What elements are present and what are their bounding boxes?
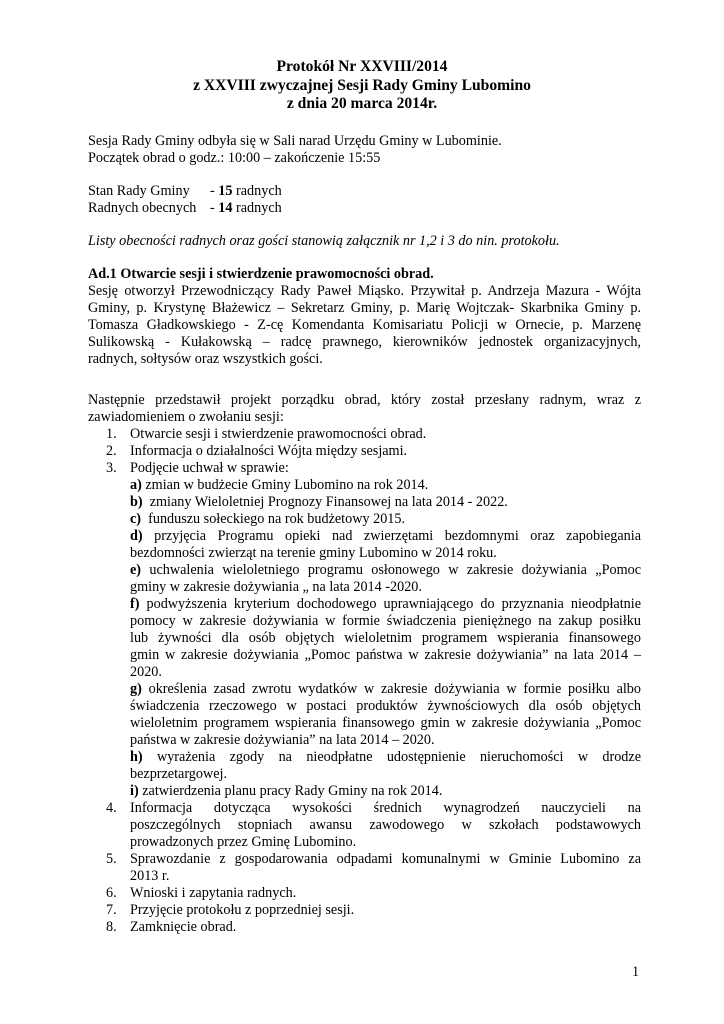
resolution-text: uchwalenia wieloletniego programu osłonowego w zakresie dożywiania „Pomoc bbox=[149, 562, 641, 578]
resolution-h bbox=[130, 749, 641, 783]
council-total-count: 15 bbox=[218, 183, 233, 199]
council-total-label: Stan Rady Gminy bbox=[88, 183, 190, 199]
section-1-line: radnych, sołtysów oraz wszystkich gości. bbox=[88, 351, 323, 367]
council-present-label: Radnych obecnych bbox=[88, 200, 197, 216]
resolution-text: gminy w zakresie dożywiania „ na lata 2014 -2020. bbox=[130, 579, 422, 595]
resolution-text: funduszu sołeckiego na rok budżetowy 2015. bbox=[148, 511, 406, 527]
agenda-item-number: 7. bbox=[106, 902, 117, 918]
resolution-text: bezdomności zwierząt na terenie gminy Lubomino w 2014 roku. bbox=[130, 545, 497, 561]
agenda-item-text: Przyjęcie protokołu z poprzedniej sesji. bbox=[130, 902, 355, 918]
resolution-sublist bbox=[130, 477, 641, 800]
resolution-i bbox=[130, 783, 641, 800]
agenda-item-number: 4. bbox=[106, 800, 117, 816]
council-present-dash: - bbox=[210, 200, 219, 216]
council-present-row bbox=[88, 200, 641, 217]
document-title-block bbox=[0, 58, 724, 114]
agenda-item-8 bbox=[88, 919, 641, 936]
resolution-e bbox=[130, 562, 641, 596]
agenda-item-7 bbox=[88, 902, 641, 919]
resolution-text: pomocy w zakresie dożywiania w formie świadczenia pieniężnego na zakup posiłku bbox=[130, 613, 641, 629]
resolution-label: i) bbox=[130, 783, 139, 799]
agenda-item-number: 2. bbox=[106, 443, 117, 459]
resolution-text: 2020. bbox=[130, 664, 162, 680]
agenda-item-5 bbox=[88, 851, 641, 885]
agenda-item-number: 3. bbox=[106, 460, 117, 476]
agenda-list bbox=[88, 426, 641, 936]
resolution-label: b) bbox=[130, 494, 143, 510]
resolution-d bbox=[130, 528, 641, 562]
resolution-text: bezprzetargowej. bbox=[130, 766, 228, 782]
agenda-item-number: 1. bbox=[106, 426, 117, 442]
document-date: z dnia 20 marca 2014r. bbox=[286, 95, 438, 112]
resolution-g bbox=[130, 681, 641, 749]
resolution-text: zmian w budżecie Gminy Lubomino na rok 2014. bbox=[145, 477, 429, 493]
intro-paragraph bbox=[88, 133, 641, 167]
council-total-unit: radnych bbox=[232, 183, 282, 199]
section-1-heading: Ad.1 Otwarcie sesji i stwierdzenie prawomocności obrad. bbox=[88, 266, 434, 282]
attendance-note: Listy obecności radnych oraz gości stanowią załącznik nr 1,2 i 3 do nin. protokołu. bbox=[88, 233, 560, 249]
agenda-intro-line: Następnie przedstawił projekt porządku obrad, który został przesłany radnym, wraz z bbox=[88, 392, 641, 408]
section-1-line: Sesję otworzył Przewodniczący Rady Paweł Miąsko. Przywitał p. Andrzeja Mazura - Wójta bbox=[88, 283, 641, 299]
agenda-item-1 bbox=[88, 426, 641, 443]
resolution-c bbox=[130, 511, 641, 528]
resolution-b bbox=[130, 494, 641, 511]
resolution-a bbox=[130, 477, 641, 494]
resolution-label: d) bbox=[130, 528, 143, 544]
agenda-intro-line: zawiadomieniem o zwołaniu sesji: bbox=[88, 409, 284, 425]
resolution-text: podwyższenia kryterium dochodowego uprawniającego do przyznania nieodpłatnie bbox=[146, 596, 641, 612]
resolution-text: wyrażenia zgody na nieodpłatne udostępnienie nieruchomości w drodze bbox=[156, 749, 641, 765]
agenda-item-2 bbox=[88, 443, 641, 460]
section-1 bbox=[88, 266, 641, 368]
council-total-row bbox=[88, 183, 641, 200]
agenda-item-text: prowadzonych przez Gminę Lubomino. bbox=[130, 834, 357, 850]
agenda-item-3 bbox=[88, 460, 641, 800]
agenda-item-4 bbox=[88, 800, 641, 851]
section-1-line: Sulikowską - Kułakowską – radcę prawnego, kierowników jednostek organizacyjnych, bbox=[88, 334, 641, 350]
page-number: 1 bbox=[632, 964, 640, 980]
resolution-text: określenia zasad zwrotu wydatków w zakresie dożywiania w formie posiłku albo bbox=[148, 681, 641, 697]
agenda-item-text: Podjęcie uchwał w sprawie: bbox=[130, 460, 289, 476]
agenda-item-text: Zamknięcie obrad. bbox=[130, 919, 237, 935]
agenda-item-text: 2013 r. bbox=[130, 868, 170, 884]
agenda-item-text: Sprawozdanie z gospodarowania odpadami komunalnymi w Gminie Lubomino za bbox=[130, 851, 641, 867]
resolution-text: gmin w zakresie dożywiania „Pomoc państwa w zakresie dożywiania” na lata 2014 – bbox=[130, 647, 641, 663]
agenda-item-6 bbox=[88, 885, 641, 902]
resolution-text: przyjęcia Programu opieki nad zwierzętami bezdomnymi oraz zapobiegania bbox=[154, 528, 641, 544]
agenda-item-number: 5. bbox=[106, 851, 117, 867]
agenda-item-text: Wnioski i zapytania radnych. bbox=[130, 885, 297, 901]
resolution-label: c) bbox=[130, 511, 142, 527]
intro-line: Początek obrad o godz.: 10:00 – zakończenie 15:55 bbox=[88, 150, 381, 166]
resolution-f bbox=[130, 596, 641, 681]
agenda-item-number: 6. bbox=[106, 885, 117, 901]
council-present-count: 14 bbox=[218, 200, 233, 216]
resolution-label: h) bbox=[130, 749, 143, 765]
agenda-item-text: Informacja o działalności Wójta między sesjami. bbox=[130, 443, 408, 459]
agenda-item-text: Informacja dotycząca wysokości średnich wynagrodzeń nauczycieli na bbox=[130, 800, 641, 816]
council-total-dash: - bbox=[210, 183, 219, 199]
resolution-text: lub żywności dla osób objętych wieloletnim programem wspierania finansowego bbox=[130, 630, 641, 646]
council-present-unit: radnych bbox=[232, 200, 282, 216]
agenda-intro bbox=[88, 392, 641, 426]
resolution-text: państwa w zakresie dożywiania” na lata 2014 – 2020. bbox=[130, 732, 435, 748]
resolution-text: zatwierdzenia planu pracy Rady Gminy na rok 2014. bbox=[142, 783, 443, 799]
agenda-item-number: 8. bbox=[106, 919, 117, 935]
section-1-line: Gminy, p. Krystynę Błażewicz – Sekretarz Gminy, p. Marię Wojtczak- Skarbnika Gminy p. bbox=[88, 300, 641, 316]
document-title: Protokół Nr XXVIII/2014 bbox=[276, 58, 448, 75]
document-subtitle: z XXVIII zwyczajnej Sesji Rady Gminy Lubomino bbox=[193, 76, 531, 94]
resolution-label: f) bbox=[130, 596, 140, 612]
agenda-item-text: Otwarcie sesji i stwierdzenie prawomocności obrad. bbox=[130, 426, 427, 442]
resolution-text: wieloletnim programem wspierania finansowego gmin w zakresie dożywiania „Pomoc bbox=[130, 715, 641, 731]
council-status bbox=[88, 183, 641, 217]
resolution-label: e) bbox=[130, 562, 142, 578]
section-1-line: Tomasza Gładkowskiego - Z-cę Komendanta Komisariatu Policji w Ornecie, p. Marzenę bbox=[88, 317, 641, 333]
intro-line: Sesja Rady Gminy odbyła się w Sali narad Urzędu Gminy w Lubominie. bbox=[88, 133, 502, 149]
resolution-text: zmiany Wieloletniej Prognozy Finansowej na lata 2014 - 2022. bbox=[149, 494, 508, 510]
resolution-text: świadczenia rzeczowego w postaci produktów żywnościowych dla osób objętych bbox=[130, 698, 641, 714]
resolution-label: a) bbox=[130, 477, 142, 493]
agenda-item-text: poszczególnych stopniach awansu zawodowego w szkołach podstawowych bbox=[130, 817, 641, 833]
resolution-label: g) bbox=[130, 681, 142, 697]
